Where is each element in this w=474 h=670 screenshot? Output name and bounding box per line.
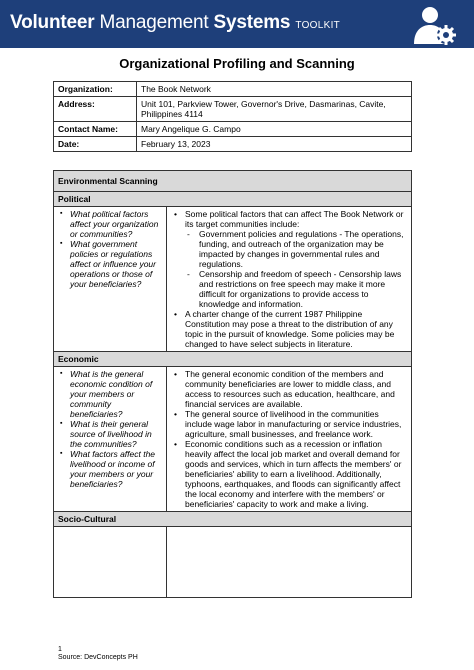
brand-word-toolkit: TOOLKIT bbox=[295, 20, 341, 31]
environmental-scanning-heading: Environmental Scanning bbox=[54, 171, 412, 192]
brand-word-systems: Systems bbox=[213, 12, 291, 33]
page-title: Organizational Profiling and Scanning bbox=[119, 56, 355, 71]
socio-cultural-section-label: Socio-Cultural bbox=[54, 512, 412, 527]
question-item: ▪ What government policies or regulations affect or influence your operations or those of your beneficiaries? bbox=[58, 239, 162, 289]
table-row bbox=[54, 137, 412, 152]
socio-cultural-questions bbox=[54, 527, 167, 598]
answer-subitem: - Censorship and freedom of speech - Censorship laws and restrictions on free speech may make it more difficult for organizations to provide access to knowledge and information. bbox=[185, 269, 407, 309]
political-answers bbox=[167, 207, 412, 352]
political-row bbox=[54, 207, 412, 352]
toolkit-title bbox=[10, 12, 340, 34]
address-label: Address: bbox=[54, 97, 137, 122]
economic-questions bbox=[54, 367, 167, 512]
brand-word-volunteer: Volunteer bbox=[10, 12, 95, 33]
organization-value: The Book Network bbox=[137, 82, 412, 97]
question-item: ▪ What is their general source of livelihood in the communities? bbox=[58, 419, 162, 449]
contact-name-label: Contact Name: bbox=[54, 122, 137, 137]
address-value: Unit 101, Parkview Tower, Governor's Drive, Dasmarinas, Cavite, Philippines 4114 bbox=[137, 97, 412, 122]
political-section-label: Political bbox=[54, 192, 412, 207]
question-item: ▪ What factors affect the livelihood or income of your members or your beneficiaries? bbox=[58, 449, 162, 489]
answer-subitem: - Government policies and regulations - The operations, funding, and outreach of the organization may be impacted by changes in governmental rules and regulations. bbox=[185, 229, 407, 269]
page-number: 1 bbox=[58, 646, 62, 653]
economic-section-label: Economic bbox=[54, 352, 412, 367]
table-row bbox=[54, 82, 412, 97]
socio-cultural-row bbox=[54, 527, 412, 598]
date-label: Date: bbox=[54, 137, 137, 152]
answer-item: • The general source of livelihood in the communities include wage labor in manufacturing or service industries, agriculture, small businesses, and freelance work. bbox=[171, 409, 407, 439]
socio-cultural-answers bbox=[167, 527, 412, 598]
organization-label: Organization: bbox=[54, 82, 137, 97]
answer-text: Some political factors that can affect The Book Network or its target communities include: bbox=[185, 209, 404, 229]
date-value: February 13, 2023 bbox=[137, 137, 412, 152]
answer-item: • Economic conditions such as a recession or inflation heavily affect the local job market and overall demand for goods and services, which in turn affects the members' or beneficiaries' ability to earn a livelihood. Additionally, typhoons, earthquakes, and floods can significantly affect the local economy and interfere with the members' or beneficiaries' capacity to work and make a living. bbox=[171, 439, 407, 509]
answer-item: • A charter change of the current 1987 Philippine Constitution may pose a threat to the distribution of any topic in the pursuit of knowledge. Some policies may be changed to have select subjects in literature. bbox=[171, 309, 407, 349]
environmental-scanning-table bbox=[53, 170, 412, 598]
brand-word-management: Management bbox=[99, 12, 209, 33]
table-row bbox=[54, 97, 412, 122]
political-questions bbox=[54, 207, 167, 352]
economic-answers bbox=[167, 367, 412, 512]
volunteer-gear-icon bbox=[410, 4, 460, 46]
footer-source: Source: DevConcepts PH bbox=[58, 654, 138, 661]
contact-name-value: Mary Angelique G. Campo bbox=[137, 122, 412, 137]
table-row bbox=[54, 122, 412, 137]
economic-row bbox=[54, 367, 412, 512]
header-banner bbox=[0, 0, 474, 48]
question-item: ▪ What is the general economic condition of your members or community beneficiaries? bbox=[58, 369, 162, 419]
answer-item bbox=[171, 209, 407, 309]
question-item: ▪ What political factors affect your organization or communities? bbox=[58, 209, 162, 239]
organization-info-table bbox=[53, 81, 412, 152]
answer-item: • The general economic condition of the members and community beneficiaries are lower to middle class, and access to resources such as education, healthcare, and financial services are available. bbox=[171, 369, 407, 409]
